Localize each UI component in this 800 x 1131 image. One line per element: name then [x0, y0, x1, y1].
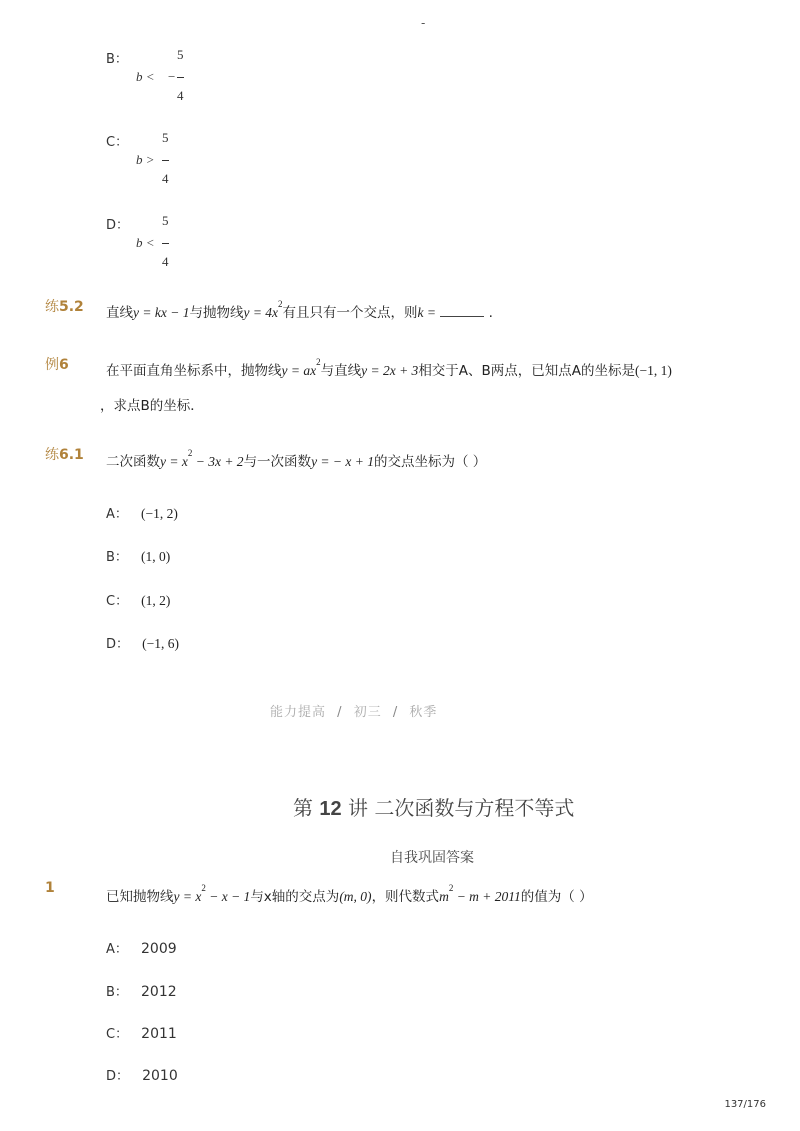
- fraction-numerator: 5: [177, 47, 184, 62]
- question-number-6-1: [45, 444, 84, 464]
- answer-blank[interactable]: [440, 306, 484, 317]
- option-label: C：: [106, 1027, 129, 1042]
- fraction-numerator: 5: [162, 213, 169, 228]
- math-expr: − 3x + 2: [192, 454, 244, 469]
- inequality-lhs: b <: [136, 69, 155, 84]
- option-value: 2012: [141, 984, 177, 1000]
- fraction-denominator: 4: [162, 171, 169, 186]
- math-expr: − m + 2011: [453, 889, 521, 904]
- prev-option-b: [106, 46, 226, 106]
- option-b[interactable]: [106, 546, 170, 565]
- option-label: D：: [106, 1069, 130, 1084]
- text-part: 在平面直角坐标系中，抛物线: [106, 363, 282, 379]
- answer-option-b[interactable]: [106, 981, 177, 1000]
- inequality-lhs: b <: [136, 235, 155, 250]
- option-value: (−1, 2): [141, 506, 178, 521]
- fraction-bar: [177, 77, 184, 78]
- math-expr: y = x: [173, 889, 202, 904]
- section-subtitle: 自我巩固答案: [390, 850, 474, 866]
- fraction-bar: [162, 243, 169, 244]
- question-text-6: [106, 359, 672, 379]
- inequality-lhs: b >: [136, 152, 155, 167]
- question-index: 6: [59, 357, 69, 373]
- math-expr: (m, 0): [339, 889, 372, 904]
- option-label: C：: [106, 135, 129, 150]
- text-part: 与抛物线: [189, 305, 244, 321]
- option-label: B：: [106, 550, 128, 565]
- math-exponent: 2: [201, 883, 206, 893]
- option-value: 2011: [141, 1026, 177, 1042]
- answer-option-a[interactable]: [106, 938, 177, 957]
- option-label: B：: [106, 985, 128, 1000]
- question-tag: 例: [45, 357, 59, 373]
- option-value: 2009: [141, 941, 177, 957]
- option-d[interactable]: [106, 633, 179, 652]
- answer-option-c[interactable]: [106, 1023, 177, 1042]
- option-label: C：: [106, 594, 129, 609]
- question-tag: 练: [45, 299, 59, 315]
- math-expr: y = x: [160, 454, 188, 469]
- lecture-name: 讲 二次函数与方程不等式: [347, 796, 575, 820]
- text-part: 的交点坐标为（ ）: [374, 454, 487, 470]
- option-value: (1, 0): [141, 549, 171, 564]
- math-expr: y = ax: [281, 363, 317, 378]
- math-expr: − x − 1: [205, 889, 251, 904]
- text-part: 与直线: [320, 363, 362, 379]
- question-index: 6.1: [59, 447, 84, 463]
- breadcrumb-separator: /: [392, 705, 399, 720]
- text-part: 相交于A、B两点，已知点A的坐标是: [418, 363, 636, 379]
- text-part: 与一次函数: [243, 454, 312, 470]
- question-index: 5.2: [59, 299, 84, 315]
- fraction-denominator: 4: [162, 254, 169, 269]
- question-text-6-line2: ，求点B的坐标．: [100, 398, 204, 414]
- page-number: 137/176: [724, 1099, 766, 1110]
- breadcrumb-item: 初三: [353, 705, 382, 720]
- text-part: 二次函数: [106, 454, 160, 470]
- text-part: ，则代数式: [371, 889, 440, 905]
- option-label: D：: [106, 218, 130, 233]
- option-a[interactable]: [106, 503, 178, 522]
- option-label: A：: [106, 507, 128, 522]
- option-value: (−1, 6): [142, 636, 179, 651]
- option-value: 2010: [142, 1068, 178, 1084]
- breadcrumb-item: 能力提高: [270, 705, 327, 720]
- math-exponent: 2: [316, 357, 321, 367]
- math-expr: y = 4x: [243, 305, 279, 320]
- option-c[interactable]: [106, 590, 170, 609]
- math-expr: y = kx − 1: [133, 305, 190, 320]
- math-exponent: 2: [278, 299, 283, 309]
- math-exponent: 2: [187, 448, 193, 458]
- math-expr: (−1, 1): [635, 363, 672, 378]
- math-expr: k =: [417, 305, 437, 320]
- text-part: 有且只有一个交点，则: [282, 305, 418, 321]
- question-number-6: [45, 354, 69, 374]
- text-part: 直线: [106, 305, 133, 321]
- page-header-dash: -: [421, 16, 426, 30]
- option-label: A：: [106, 942, 128, 957]
- lecture-prefix: 第: [293, 796, 313, 820]
- text-part: .: [488, 305, 493, 321]
- fraction-bar: [162, 160, 169, 161]
- fraction-denominator: 4: [177, 88, 184, 103]
- question-number-5-2: [45, 296, 84, 316]
- option-value: (1, 2): [141, 593, 171, 608]
- prev-option-d: [106, 212, 226, 272]
- lecture-number: 12: [319, 798, 342, 820]
- math-expr: m: [439, 889, 449, 904]
- math-expr: y = − x + 1: [311, 454, 375, 469]
- question-text-5-2: [106, 301, 493, 321]
- question-number-1: 1: [45, 880, 55, 896]
- text-part: 与x轴的交点为: [250, 889, 340, 905]
- question-text-6-1: [106, 450, 486, 470]
- breadcrumb-separator: /: [337, 705, 343, 720]
- text-part: 的值为（ ）: [520, 889, 593, 905]
- minus-sign: −: [168, 69, 176, 84]
- lecture-title: [293, 792, 574, 821]
- answer-option-d[interactable]: [106, 1065, 178, 1084]
- text-part: 已知抛物线: [106, 889, 174, 905]
- math-expr: y = 2x + 3: [361, 363, 419, 378]
- option-label: B：: [106, 52, 128, 67]
- prev-option-c: [106, 129, 226, 189]
- math-exponent: 2: [448, 883, 454, 893]
- breadcrumb: [270, 701, 437, 720]
- question-tag: 练: [45, 447, 59, 463]
- option-label: D：: [106, 637, 130, 652]
- fraction-numerator: 5: [162, 130, 169, 145]
- question-text-1: [106, 885, 593, 905]
- breadcrumb-item: 秋季: [409, 705, 438, 720]
